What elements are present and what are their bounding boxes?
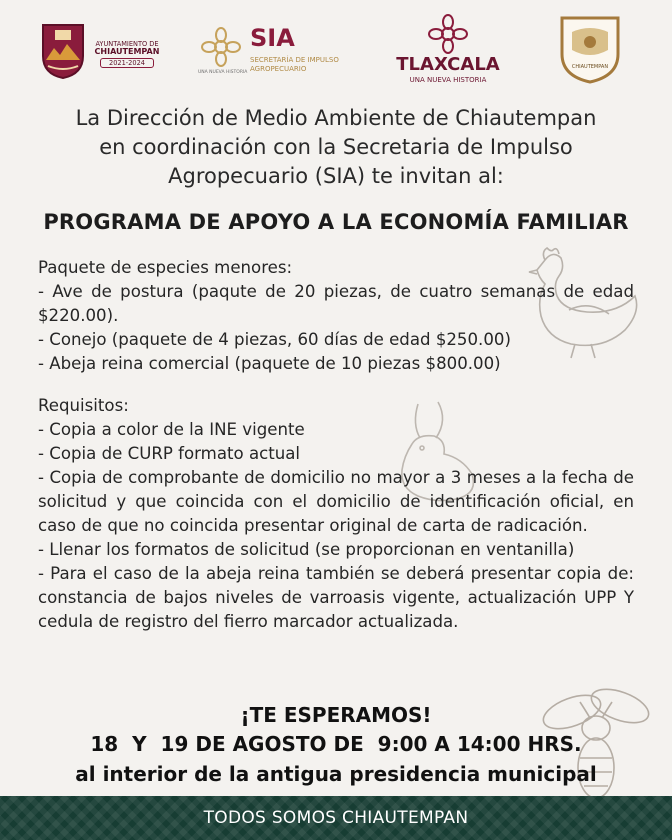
flower-emblem-icon xyxy=(200,26,242,68)
ayuntamiento-line2: CHIAUTEMPAN xyxy=(94,47,160,56)
chiautempan-shield-logo xyxy=(558,14,622,84)
chiautempan-shield-name: CHIAUTEMPAN xyxy=(571,64,609,70)
closing-location: al interior de la antigua presidencia municipal xyxy=(75,762,597,786)
packages-heading: Paquete de especies menores: xyxy=(38,258,293,277)
footer-banner: TODOS SOMOS CHIAUTEMPAN xyxy=(0,796,672,840)
closing-welcome: ¡TE ESPERAMOS! xyxy=(240,703,432,727)
ayuntamiento-line1: AYUNTAMIENTO DE xyxy=(95,40,159,48)
requirements-heading: Requisitos: xyxy=(38,396,129,415)
shield-icon xyxy=(558,14,622,84)
ayuntamiento-years: 2021-2024 xyxy=(100,58,154,68)
header-logos xyxy=(0,0,672,100)
sia-line2: AGROPECUARIO xyxy=(250,65,307,73)
tlaxcala-logo xyxy=(390,14,506,86)
intro-line3: Agropecuario (SIA) te invitan al: xyxy=(168,164,504,188)
intro-text xyxy=(0,104,672,191)
ayuntamiento-logo xyxy=(40,22,160,86)
closing-dates: 18 Y 19 DE AGOSTO DE 9:00 A 14:00 HRS. xyxy=(90,732,582,756)
package-item: - Conejo (paquete de 4 piezas, 60 días de edad $250.00) xyxy=(38,330,511,349)
tlaxcala-emblem-icon xyxy=(428,14,468,54)
tlaxcala-name: TLAXCALA xyxy=(396,54,500,75)
requirement-item: - Copia de comprobante de domicilio no mayor a 3 meses a la fecha de solicitud y que coincida con el domicilio de identificación oficial, en caso de que no coincida presentar original de carta de radicación. xyxy=(38,468,634,535)
program-title: PROGRAMA DE APOYO A LA ECONOMÍA FAMILIAR xyxy=(43,210,629,234)
package-item: - Ave de postura (paqute de 20 piezas, de cuatro semanas de edad $220.00). xyxy=(38,282,634,325)
intro-line2: en coordinación con la Secretaria de Impulso xyxy=(99,135,573,159)
requirement-item: - Para el caso de la abeja reina también se deberá presentar copia de: constancia de bajos niveles de varroasis vigente, actualización UPP Y cedula de registro del fierro marcador actualizada. xyxy=(38,564,634,631)
requirements-section xyxy=(38,394,634,634)
coat-of-arms-icon xyxy=(40,22,86,80)
requirement-item: - Llenar los formatos de solicitud (se proporcionan en ventanilla) xyxy=(38,540,575,559)
requirement-item: - Copia de CURP formato actual xyxy=(38,444,301,463)
intro-line1: La Dirección de Medio Ambiente de Chiautempan xyxy=(75,106,597,130)
tlaxcala-tagline: UNA NUEVA HISTORIA xyxy=(409,76,487,84)
sia-line1: SECRETARÍA DE IMPULSO xyxy=(250,56,339,64)
sia-tagline: UNA NUEVA HISTORIA xyxy=(198,70,248,75)
package-item: - Abeja reina comercial (paquete de 10 piezas $800.00) xyxy=(38,354,501,373)
sia-logo xyxy=(198,24,358,84)
sia-abbr: SIA xyxy=(250,24,295,52)
packages-section xyxy=(38,256,634,376)
requirement-item: - Copia a color de la INE vigente xyxy=(38,420,305,439)
